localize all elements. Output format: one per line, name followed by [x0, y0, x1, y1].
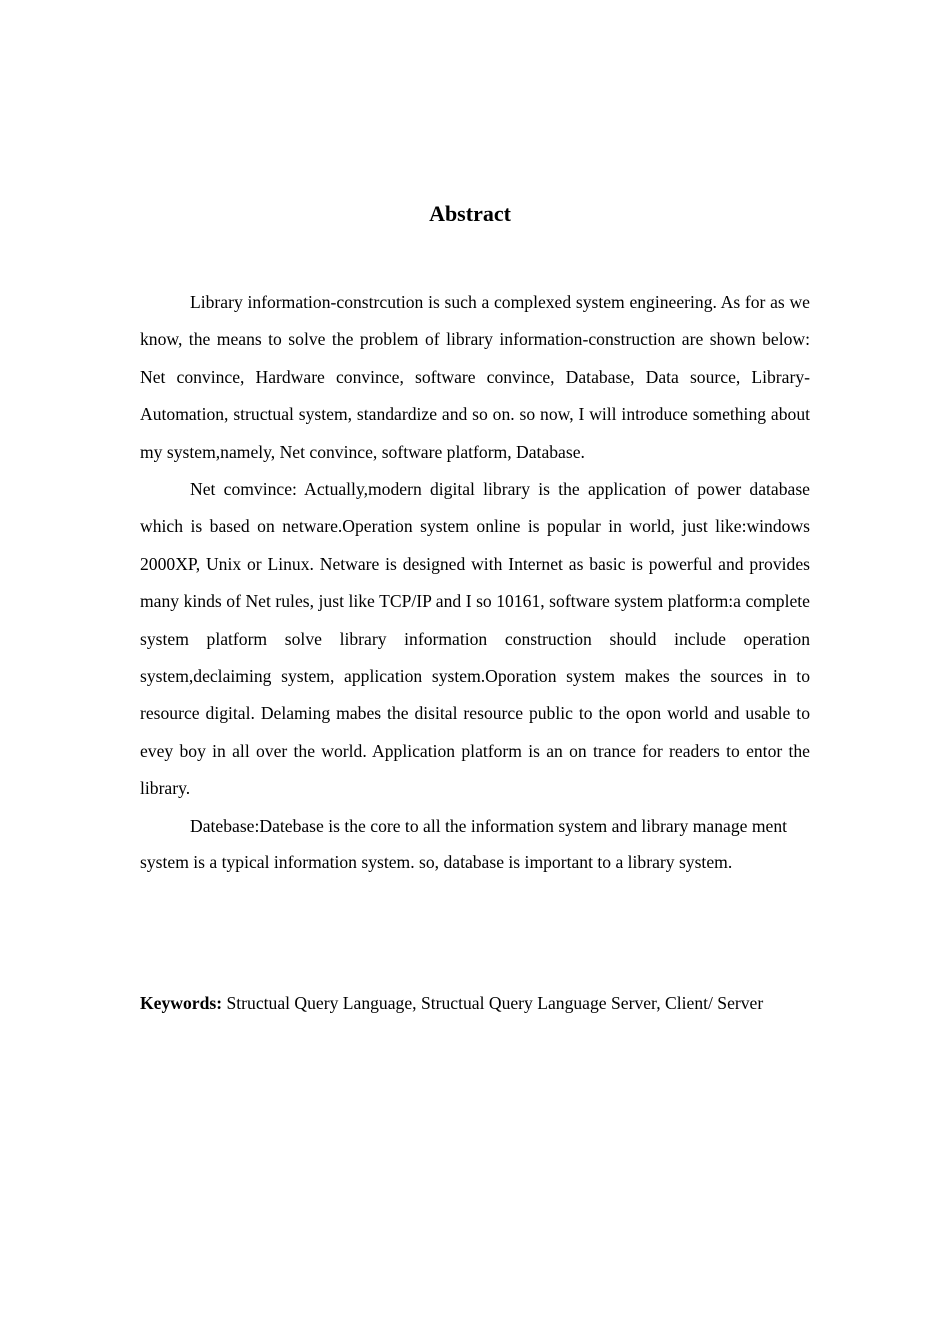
paragraph-intro: Library information-constrcution is such a complexed system engineering. As for as we know, the means to solve the problem of library information-construction are shown below: Net convince, Hardware convince, software convince, Database, Data source, Library-Automation, structual system, standardize and so on. so now, I will introduce something about my system,namely, Net convince, software platform, Database. [140, 292, 810, 462]
paragraph-database: Datebase:Datebase is the core to all the information system and library manage ment system is a typical information system. so, database is important to a library system. [140, 815, 788, 872]
page-title: Abstract [429, 201, 511, 226]
keywords-text: Structual Query Language, Structual Query Language Server, Client/ Server [226, 993, 764, 1013]
keywords-line [140, 985, 880, 1021]
paragraph-net-convince: Net comvince: Actually,modern digital library is the application of power database which is based on netware.Operation system online is popular in world, just like:windows 2000XP, Unix or Linux. Netware is designed with Internet as basic is powerful and provides many kinds of Net rules, just like TCP/IP and I so 10161, software system platform:a complete system platform solve library information construction should include operation system,declaiming system, application system.Oporation system makes the sources in to resource digital. Delaming mabes the disital resource public to the opon world and usable to evey boy in all over the world. Application platform is an on trance for readers to entor the library. [140, 479, 810, 799]
abstract-body [140, 284, 810, 880]
keywords-label: Keywords: [140, 993, 223, 1013]
